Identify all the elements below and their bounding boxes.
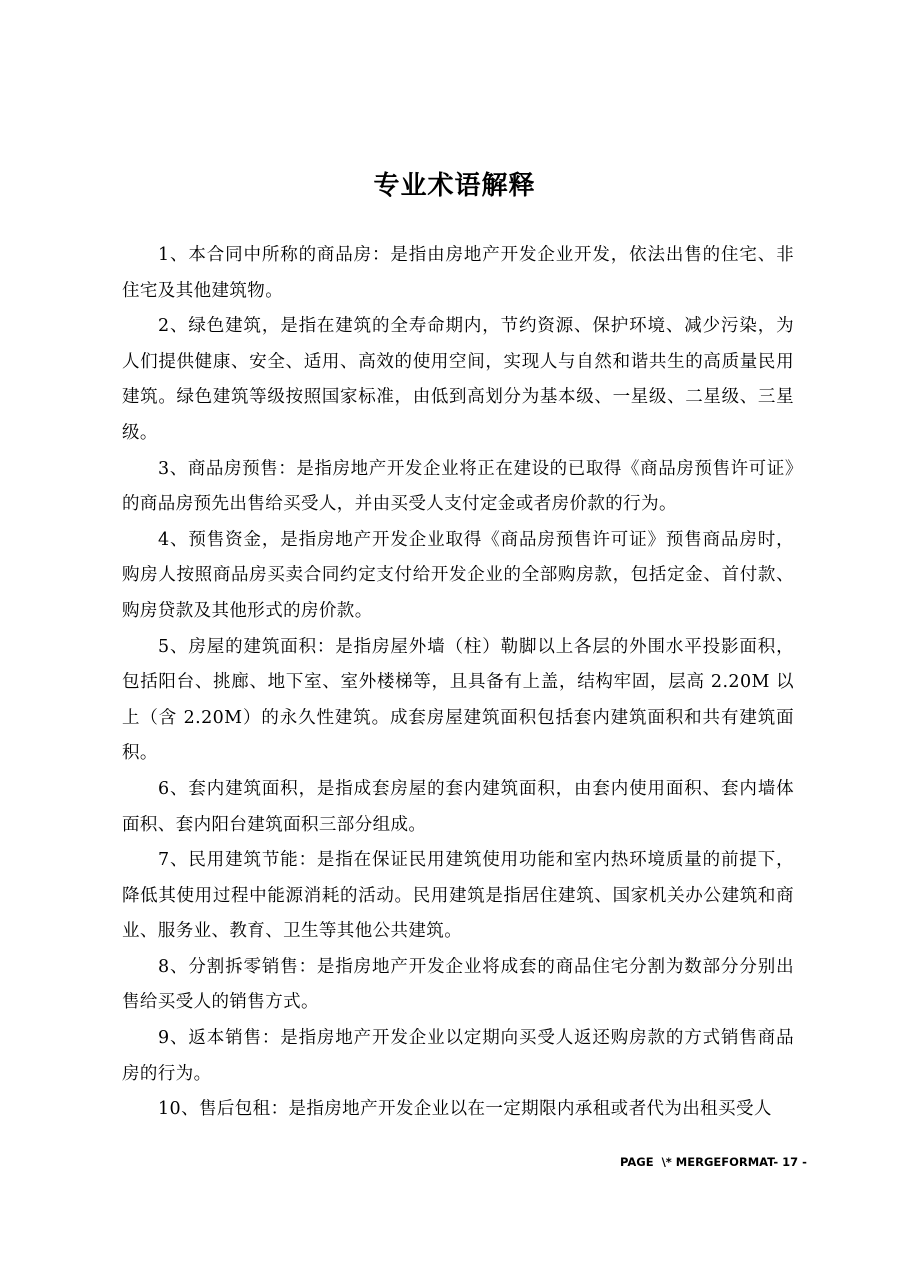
- paragraph-8: 8、分割拆零销售：是指房地产开发企业将成套的商品住宅分割为数部分分别出售给买受人的销售方式。: [122, 956, 794, 1013]
- paragraph-3: 3、商品房预售：是指房地产开发企业将正在建设的已取得《商品房预售许可证》的商品房预先出售给买受人，并由买受人支付定金或者房价款的行为。: [122, 458, 794, 515]
- page-footer: PAGE \* MERGEFORMAT- 17 -: [620, 1155, 807, 1169]
- paragraph-9: 9、返本销售：是指房地产开发企业以定期向买受人返还购房款的方式销售商品房的行为。: [122, 1028, 794, 1084]
- paragraph-4: 4、预售资金，是指房地产开发企业取得《商品房预售许可证》预售商品房时，购房人按照商品房买卖合同约定支付给开发企业的全部购房款，包括定金、首付款、购房贷款及其他形式的房价款。: [122, 529, 794, 621]
- paragraph-10: 10、售后包租：是指房地产开发企业以在一定期限内承租或者代为出租买受人: [158, 1099, 772, 1120]
- paragraph-6: 6、套内建筑面积，是指成套房屋的套内建筑面积，由套内使用面积、套内墙体面积、套内阳台建筑面积三部分组成。: [122, 778, 794, 835]
- paragraph-7: 7、民用建筑节能：是指在保证民用建筑使用功能和室内热环境质量的前提下，降低其使用过程中能源消耗的活动。民用建筑是指居住建筑、国家机关办公建筑和商业、服务业、教育、卫生等其他公共建筑。: [122, 850, 794, 942]
- paragraph-2: 2、绿色建筑，是指在建筑的全寿命期内，节约资源、保护环境、减少污染，为人们提供健康、安全、适用、高效的使用空间，实现人与自然和谐共生的高质量民用建筑。绿色建筑等级按照国家标准，由低到高划分为基本级、一星级、二星级、三星级。: [122, 316, 794, 443]
- page-title: 专业术语解释: [373, 171, 536, 201]
- paragraph-1: 1、本合同中所称的商品房：是指由房地产开发企业开发，依法出售的住宅、非住宅及其他建筑物。: [122, 245, 794, 301]
- paragraph-5: 5、房屋的建筑面积：是指房屋外墙（柱）勒脚以上各层的外围水平投影面积，包括阳台、挑廊、地下室、室外楼梯等，且具备有上盖，结构牢固，层高 2.20M 以上（含 2.20M）的永久性建筑。成套房屋建筑面积包括套内建筑面积和共有建筑面积。: [122, 636, 794, 764]
- document-body: [122, 238, 794, 1128]
